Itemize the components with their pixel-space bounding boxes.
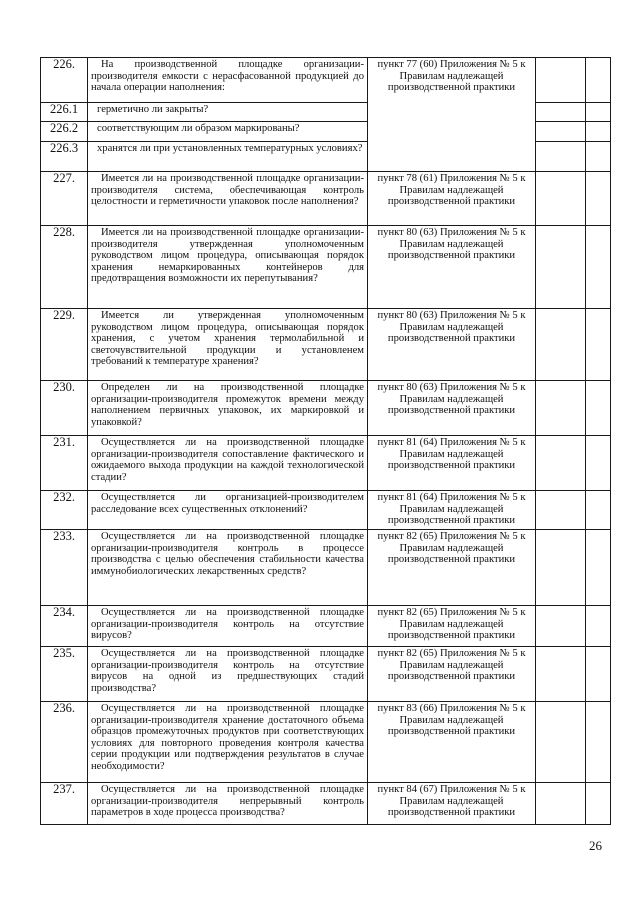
row-number: 226. <box>41 58 88 103</box>
remark-cell <box>586 309 611 381</box>
answer-cell <box>536 122 586 142</box>
answer-cell <box>536 491 586 530</box>
page-number: 26 <box>589 838 602 853</box>
table-row <box>41 58 611 103</box>
remark-cell <box>586 606 611 647</box>
regulation-reference: пункт 80 (63) Приложения № 5 к Правилам надлежащей производственной практики <box>368 309 536 381</box>
regulation-reference: пункт 80 (63) Приложения № 5 к Правилам надлежащей производственной практики <box>368 226 536 309</box>
question-text: Осуществляется ли организацией-производителем расследование всех существенных отклонений? <box>88 491 368 530</box>
row-number: 237. <box>41 783 88 825</box>
remark-cell <box>586 702 611 783</box>
row-number: 235. <box>41 647 88 702</box>
row-number: 229. <box>41 309 88 381</box>
table-row <box>41 172 611 226</box>
answer-cell <box>536 783 586 825</box>
remark-cell <box>586 122 611 142</box>
regulation-reference: пункт 77 (60) Приложения № 5 к Правилам надлежащей производственной практики <box>368 58 536 172</box>
answer-cell <box>536 381 586 436</box>
checklist-table <box>40 57 611 825</box>
regulation-reference: пункт 83 (66) Приложения № 5 к Правилам надлежащей производственной практики <box>368 702 536 783</box>
regulation-reference: пункт 78 (61) Приложения № 5 к Правилам надлежащей производственной практики <box>368 172 536 226</box>
remark-cell <box>586 142 611 172</box>
remark-cell <box>586 103 611 122</box>
question-text: Осуществляется ли на производственной площадке организации-производителя контроль на отсутствие вирусов? <box>88 606 368 647</box>
answer-cell <box>536 702 586 783</box>
remark-cell <box>586 783 611 825</box>
table-row <box>41 436 611 491</box>
question-text: Осуществляется ли на производственной площадке организации-производителя непрерывный контроль параметров в ходе процесса производства? <box>88 783 368 825</box>
row-number: 236. <box>41 702 88 783</box>
row-number: 231. <box>41 436 88 491</box>
table-row <box>41 647 611 702</box>
table-row <box>41 702 611 783</box>
question-text: Имеется ли на производственной площадке организации-производителя утвержденная уполномоченным руководством лицом процедура, описывающая порядок хранения немаркированных контейнеров для предотвращения возможности их перепутывания? <box>88 226 368 309</box>
question-text: На производственной площадке организации-производителя емкости с нерасфасованной продукцией до начала операции наполнения: <box>88 58 368 103</box>
row-number: 232. <box>41 491 88 530</box>
remark-cell <box>586 226 611 309</box>
remark-cell <box>586 491 611 530</box>
question-text: Осуществляется ли на производственной площадке организации-производителя хранение достаточного объема образцов промежуточных продуктов при соответствующих условиях для повторного проведения контроля качества серии продукции или подтверждения результатов в случае необходимости? <box>88 702 368 783</box>
question-text: соответствующим ли образом маркированы? <box>88 122 368 142</box>
table-row <box>41 530 611 606</box>
answer-cell <box>536 530 586 606</box>
remark-cell <box>586 530 611 606</box>
question-text: Имеется ли утвержденная уполномоченным руководством лицом процедура, описывающая порядок хранения, с учетом хранения термолабильной и светочувствительной продукции и установленем требований к температуре хранения? <box>88 309 368 381</box>
answer-cell <box>536 172 586 226</box>
question-text: Осуществляется ли на производственной площадке организации-производителя контроль на отсутствие вирусов на одной из предшествующих стадий производства? <box>88 647 368 702</box>
table-row <box>41 226 611 309</box>
remark-cell <box>586 381 611 436</box>
question-text: Определен ли на производственной площадке организации-производителя промежуток времени между наполнением первичных упаковок, их маркировкой и упаковкой? <box>88 381 368 436</box>
regulation-reference: пункт 82 (65) Приложения № 5 к Правилам надлежащей производственной практики <box>368 606 536 647</box>
answer-cell <box>536 58 586 103</box>
question-text: Имеется ли на производственной площадке организации-производителя система, обеспечивающая контроль целостности и герметичности упаковок после наполнения? <box>88 172 368 226</box>
regulation-reference: пункт 82 (65) Приложения № 5 к Правилам надлежащей производственной практики <box>368 647 536 702</box>
row-number: 234. <box>41 606 88 647</box>
row-number: 228. <box>41 226 88 309</box>
question-text: хранятся ли при установленных температурных условиях? <box>88 142 368 172</box>
row-number: 226.1 <box>41 103 88 122</box>
table-row <box>41 783 611 825</box>
regulation-reference: пункт 82 (65) Приложения № 5 к Правилам надлежащей производственной практики <box>368 530 536 606</box>
remark-cell <box>586 436 611 491</box>
row-number: 230. <box>41 381 88 436</box>
question-text: Осуществляется ли на производственной площадке организации-производителя контроль в процессе производства с целью обеспечения стабильности качества иммунобиологических лекарственных средств? <box>88 530 368 606</box>
row-number: 226.3 <box>41 142 88 172</box>
answer-cell <box>536 647 586 702</box>
answer-cell <box>536 606 586 647</box>
remark-cell <box>586 58 611 103</box>
answer-cell <box>536 103 586 122</box>
regulation-reference: пункт 80 (63) Приложения № 5 к Правилам надлежащей производственной практики <box>368 381 536 436</box>
answer-cell <box>536 142 586 172</box>
row-number: 226.2 <box>41 122 88 142</box>
table-row <box>41 309 611 381</box>
table-row <box>41 381 611 436</box>
table-row <box>41 606 611 647</box>
question-text: герметично ли закрыты? <box>88 103 368 122</box>
answer-cell <box>536 226 586 309</box>
table-row <box>41 491 611 530</box>
row-number: 233. <box>41 530 88 606</box>
answer-cell <box>536 436 586 491</box>
remark-cell <box>586 172 611 226</box>
answer-cell <box>536 309 586 381</box>
regulation-reference: пункт 81 (64) Приложения № 5 к Правилам надлежащей производственной практики <box>368 491 536 530</box>
regulation-reference: пункт 81 (64) Приложения № 5 к Правилам надлежащей производственной практики <box>368 436 536 491</box>
remark-cell <box>586 647 611 702</box>
regulation-reference: пункт 84 (67) Приложения № 5 к Правилам надлежащей производственной практики <box>368 783 536 825</box>
question-text: Осуществляется ли на производственной площадке организации-производителя сопоставление фактического и ожидаемого выхода продукции на каждой технологической стадии? <box>88 436 368 491</box>
row-number: 227. <box>41 172 88 226</box>
